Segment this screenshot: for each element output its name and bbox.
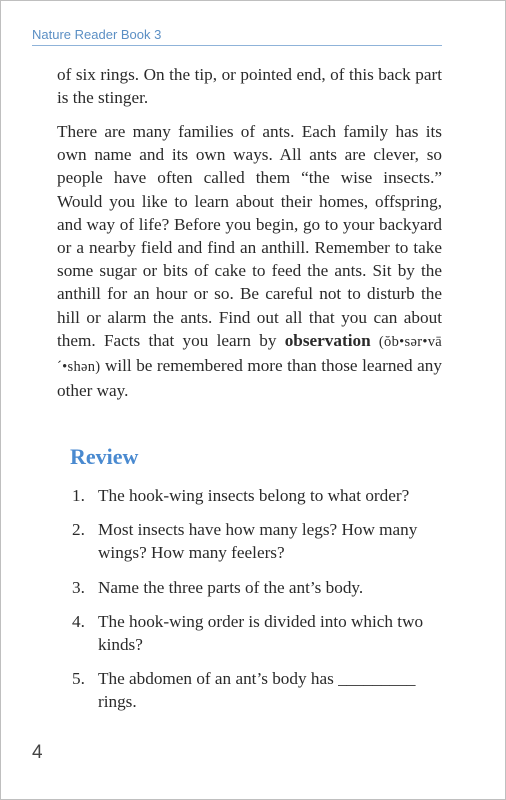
review-item (72, 484, 452, 507)
paragraph-continued: of six rings. On the tip, or pointed end, of this back part is the stinger. (57, 65, 442, 108)
paragraph-ants (57, 120, 442, 402)
pronunciation-guide: (ŏb•sər•vā´•shən) (57, 333, 442, 376)
review-heading: Review (70, 444, 139, 469)
review-item-number: 2. (72, 520, 85, 540)
review-item-number: 3. (72, 577, 85, 597)
review-item-number: 1. (72, 486, 85, 505)
review-item-text: Name the three parts of the ant’s body. (98, 577, 364, 597)
paragraph-ants-ending: will be remembered more than those learned any other way. (57, 356, 442, 401)
review-item-text: Most insects have how many legs? How many wings? How many feelers? (98, 520, 418, 563)
review-item-text: The hook-wing insects belong to what order? (98, 486, 410, 505)
review-item-text: The abdomen of an ant’s body has _________ rings. (98, 669, 416, 712)
page-number: 4 (32, 742, 43, 763)
paragraph-ants-text: There are many families of ants. Each family has its own name and its own ways. All ants are clever, so people have often called them “the wise insects.” Would you like to learn about their homes, offspring, and way of life? Before you begin, go to your backyard or a nearby field and find an anthill. Remember to take some sugar or bits of cake to feed the ants. Sit by the anthill for an hour or so. Be careful not to disturb the hill or alarm the ants. Find out all that you can about them. Facts that you learn by (57, 122, 442, 350)
running-header: Nature Reader Book 3 (32, 27, 442, 46)
term-observation: observation (284, 330, 371, 350)
review-item-number: 5. (72, 669, 85, 689)
review-list (72, 484, 452, 725)
review-item-text: The hook-wing order is divided into which two kinds? (98, 611, 424, 655)
review-item (72, 518, 452, 564)
review-item-number: 4. (72, 611, 85, 631)
review-item (72, 576, 452, 599)
review-item (72, 610, 452, 656)
review-item (72, 667, 452, 713)
